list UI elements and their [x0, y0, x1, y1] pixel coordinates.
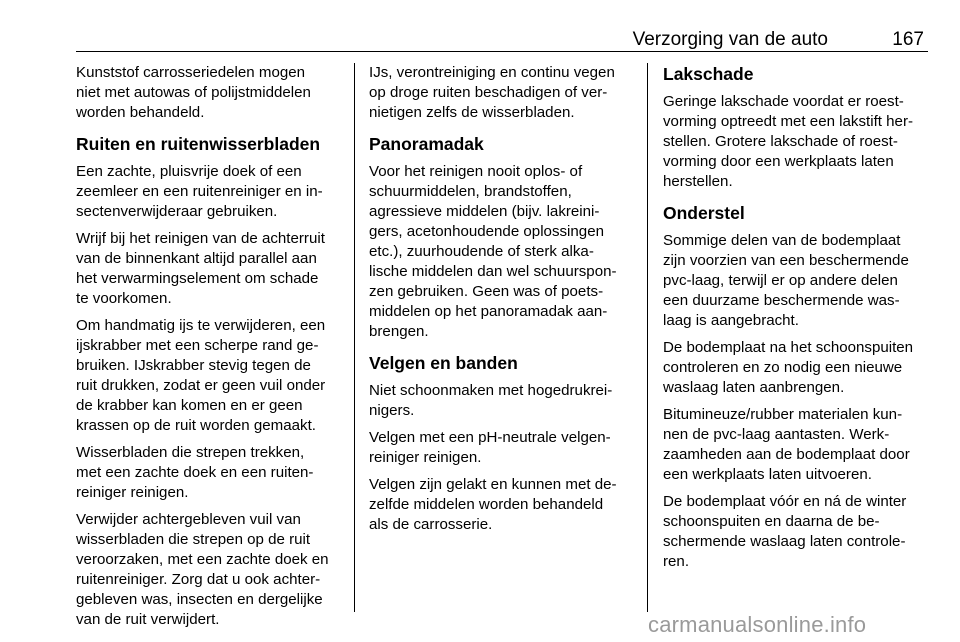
page-title: Verzorging van de auto	[632, 29, 828, 50]
text-line: Geringe lakschade voordat er roest-	[663, 93, 904, 110]
column-1	[76, 63, 340, 637]
page-number: 167	[892, 29, 924, 50]
text-line: zelfde middelen worden behandeld	[369, 496, 604, 513]
text-line: zen gebruiken. Geen was of poets-	[369, 283, 604, 300]
watermark: carmanualsonline.info	[648, 612, 867, 637]
text-line: niet met autowas of polijstmiddelen	[76, 84, 311, 101]
text-line: krassen op de ruit worden gemaakt.	[76, 417, 316, 434]
text-line: Voor het reinigen nooit oplos- of	[369, 163, 583, 180]
text-line: middelen op het panoramadak aan-	[369, 303, 608, 320]
text-line: nietigen zelfs de wisserbladen.	[369, 104, 575, 121]
paragraph	[369, 162, 633, 342]
section-heading: Ruiten en ruitenwisserbladen	[76, 134, 321, 154]
text-line: de krabber kan komen en er geen	[76, 397, 303, 414]
text-line: sectenverwijderaar gebruiken.	[76, 203, 278, 220]
text-line: controleren en zo nodig een nieuwe	[663, 359, 903, 376]
text-line: wisserbladen die strepen op de ruit	[76, 531, 311, 548]
text-line: zijn voorzien van een beschermende	[663, 252, 909, 269]
column-divider	[647, 63, 648, 612]
paragraph	[76, 316, 340, 436]
paragraph	[76, 162, 340, 222]
text-line: Velgen zijn gelakt en kunnen met de-	[369, 476, 617, 493]
text-line: het verwarmingselement om schade	[76, 270, 319, 287]
text-line: Wisserbladen die strepen trekken,	[76, 444, 305, 461]
text-line: als de carrosserie.	[369, 516, 493, 533]
text-line: vorming door een werkplaats laten	[663, 153, 894, 170]
paragraph	[663, 231, 927, 331]
text-line: bruiken. IJskrabber stevig tegen de	[76, 357, 311, 374]
paragraph	[369, 475, 633, 535]
text-line: Niet schoonmaken met hogedrukrei-	[369, 382, 613, 399]
paragraph	[663, 338, 927, 398]
text-line: IJs, verontreiniging en continu vegen	[369, 64, 615, 81]
text-line: waslaag laten aanbrengen.	[663, 379, 845, 396]
text-line: gebleven was, insecten en dergelijke	[76, 591, 323, 608]
text-line: gers, acetonhoudende oplossingen	[369, 223, 604, 240]
text-line: laag is aangebracht.	[663, 312, 799, 329]
text-line: stellen. Grotere lakschade of roest-	[663, 133, 898, 150]
paragraph	[76, 443, 340, 503]
text-line: met een zachte doek en een ruiten-	[76, 464, 314, 481]
section-heading: Panoramadak	[369, 134, 484, 154]
text-line: schoonspuiten en daarna de be-	[663, 513, 880, 530]
text-line: ruit drukken, zodat er geen vuil onder	[76, 377, 326, 394]
text-line: Verwijder achtergebleven vuil van	[76, 511, 301, 528]
paragraph	[663, 92, 927, 192]
paragraph	[369, 63, 633, 123]
text-line: nigers.	[369, 402, 415, 419]
paragraph	[369, 428, 633, 468]
text-line: te voorkomen.	[76, 290, 172, 307]
paragraph	[663, 405, 927, 485]
text-line: herstellen.	[663, 173, 733, 190]
column-3	[663, 63, 927, 579]
paragraph	[663, 492, 927, 572]
text-line: Om handmatig ijs te verwijderen, een	[76, 317, 326, 334]
text-line: Wrijf bij het reinigen van de achterruit	[76, 230, 325, 247]
text-line: brengen.	[369, 323, 429, 340]
text-line: De bodemplaat vóór en ná de winter	[663, 493, 907, 510]
text-line: agressieve middelen (bijv. lakreini-	[369, 203, 600, 220]
text-line: Kunststof carrosseriedelen mogen	[76, 64, 306, 81]
page-header	[76, 26, 928, 54]
text-line: ruitenreiniger. Zorg dat u ook achter-	[76, 571, 321, 588]
text-line: zaamheden aan de bodemplaat door	[663, 446, 910, 463]
text-line: Een zachte, pluisvrije doek of een	[76, 163, 302, 180]
text-line: van de binnenkant altijd parallel aan	[76, 250, 317, 267]
text-line: Sommige delen van de bodemplaat	[663, 232, 901, 249]
text-line: Bitumineuze/rubber materialen kun-	[663, 406, 903, 423]
text-line: zeemleer en een ruitenreiniger en in-	[76, 183, 323, 200]
text-line: een werkplaats laten uitvoeren.	[663, 466, 872, 483]
text-line: etc.), zuurhoudende of sterk alka-	[369, 243, 594, 260]
paragraph	[76, 510, 340, 630]
paragraph	[76, 63, 340, 123]
text-line: pvc-laag, terwijl er op andere delen	[663, 272, 898, 289]
column-divider	[354, 63, 355, 612]
header-rule	[76, 51, 928, 52]
paragraph	[76, 229, 340, 309]
text-line: vorming optreedt met een lakstift her-	[663, 113, 913, 130]
text-line: Velgen met een pH-neutrale velgen-	[369, 429, 611, 446]
text-line: nen de pvc-laag aantasten. Werk-	[663, 426, 890, 443]
text-line: een duurzame beschermende was-	[663, 292, 900, 309]
text-line: van de ruit verwijdert.	[76, 611, 220, 628]
text-line: ren.	[663, 553, 690, 570]
text-line: lische middelen dan wel schuurspon-	[369, 263, 617, 280]
section-heading: Lakschade	[663, 64, 754, 84]
section-heading: Onderstel	[663, 203, 745, 223]
text-line: op droge ruiten beschadigen of ver-	[369, 84, 608, 101]
text-line: reiniger reinigen.	[76, 484, 189, 501]
text-line: schermende waslaag laten controle-	[663, 533, 906, 550]
column-2	[369, 63, 633, 542]
section-heading: Velgen en banden	[369, 353, 518, 373]
text-line: reiniger reinigen.	[369, 449, 482, 466]
text-line: schuurmiddelen, brandstoffen,	[369, 183, 572, 200]
text-line: worden behandeld.	[76, 104, 205, 121]
paragraph	[369, 381, 633, 421]
text-line: ijskrabber met een scherpe rand ge-	[76, 337, 319, 354]
text-line: veroorzaken, met een zachte doek en	[76, 551, 329, 568]
text-line: De bodemplaat na het schoonspuiten	[663, 339, 914, 356]
